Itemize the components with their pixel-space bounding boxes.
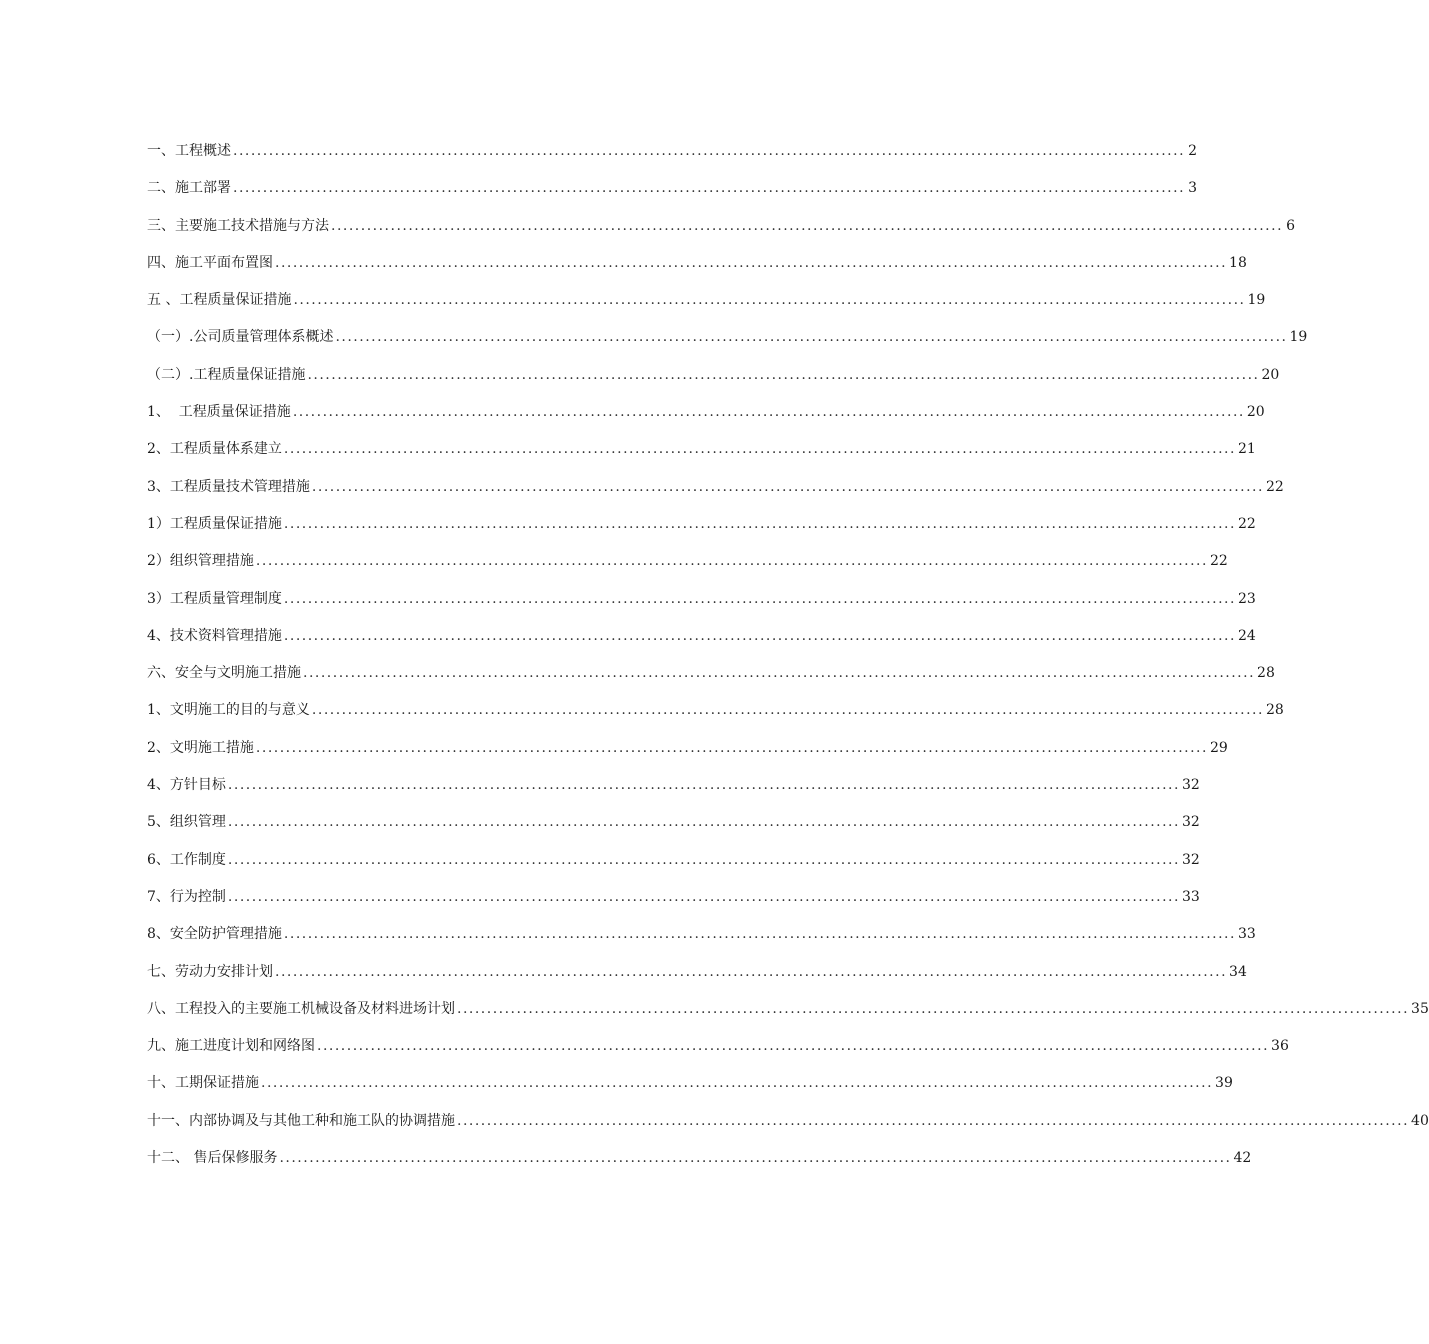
toc-leader-dots: ................................................................................................................................................................ bbox=[283, 627, 1236, 644]
toc-leader-dots: ................................................................................................................................................................ bbox=[457, 1000, 1410, 1017]
toc-entry[interactable] bbox=[147, 364, 1280, 401]
toc-entry[interactable] bbox=[147, 438, 1256, 475]
toc-entry-title: 4、技术资料管理措施 bbox=[147, 627, 282, 644]
toc-leader-dots: ................................................................................................................................................................ bbox=[227, 851, 1180, 868]
toc-entry-title: 三、主要施工技术措施与方法 bbox=[147, 217, 329, 234]
toc-entry-title: 3、工程质量技术管理措施 bbox=[147, 478, 310, 495]
toc-entry-title: 八、工程投入的主要施工机械设备及材料进场计划 bbox=[147, 1000, 455, 1017]
toc-entry[interactable] bbox=[147, 1110, 1429, 1147]
toc-entry[interactable] bbox=[147, 923, 1256, 960]
toc-leader-dots: ................................................................................................................................................................ bbox=[233, 180, 1186, 197]
toc-entry-title: （一）.公司质量管理体系概述 bbox=[147, 329, 334, 346]
toc-entry[interactable] bbox=[147, 998, 1429, 1035]
toc-leader-dots: ................................................................................................................................................................ bbox=[275, 963, 1228, 980]
toc-entry[interactable] bbox=[147, 886, 1200, 923]
toc-entry-title: 1）工程质量保证措施 bbox=[147, 515, 282, 532]
toc-leader-dots: ................................................................................................................................................................ bbox=[279, 1150, 1232, 1167]
toc-leader-dots: ................................................................................................................................................................ bbox=[317, 1038, 1270, 1055]
toc-entry[interactable] bbox=[147, 401, 1265, 438]
toc-entry-page-number: 39 bbox=[1215, 1075, 1233, 1092]
toc-entry-title: 3）工程质量管理制度 bbox=[147, 590, 282, 607]
toc-entry-title: 6、工作制度 bbox=[147, 851, 226, 868]
toc-entry-title: 六、安全与文明施工措施 bbox=[147, 665, 301, 682]
toc-leader-dots: ................................................................................................................................................................ bbox=[261, 1075, 1214, 1092]
toc-entry[interactable] bbox=[147, 811, 1200, 848]
toc-leader-dots: ................................................................................................................................................................ bbox=[335, 329, 1288, 346]
toc-entry-page-number: 18 bbox=[1229, 254, 1247, 271]
toc-entry-title: 九、施工进度计划和网络图 bbox=[147, 1038, 315, 1055]
toc-leader-dots: ................................................................................................................................................................ bbox=[307, 366, 1260, 383]
table-of-contents bbox=[147, 140, 1429, 1184]
toc-entry-title: 4、方针目标 bbox=[147, 777, 226, 794]
toc-entry-page-number: 33 bbox=[1237, 926, 1256, 943]
toc-entry[interactable] bbox=[147, 849, 1200, 886]
toc-leader-dots: ................................................................................................................................................................ bbox=[227, 814, 1180, 831]
toc-entry-title: 2、文明施工措施 bbox=[147, 739, 254, 756]
toc-entry-title: 7、行为控制 bbox=[147, 888, 226, 905]
toc-entry-page-number: 34 bbox=[1229, 963, 1247, 980]
toc-entry-page-number: 22 bbox=[1265, 478, 1284, 495]
toc-entry-page-number: 6 bbox=[1286, 217, 1296, 234]
toc-leader-dots: ................................................................................................................................................................ bbox=[283, 441, 1236, 458]
toc-entry-page-number: 36 bbox=[1271, 1038, 1289, 1055]
toc-entry-title: 十、工期保证措施 bbox=[147, 1075, 259, 1092]
toc-entry-page-number: 33 bbox=[1181, 888, 1200, 905]
toc-entry[interactable] bbox=[147, 140, 1198, 177]
toc-entry-page-number: 23 bbox=[1237, 590, 1256, 607]
toc-entry[interactable] bbox=[147, 476, 1284, 513]
toc-entry-page-number: 19 bbox=[1247, 292, 1266, 309]
toc-entry[interactable] bbox=[147, 1147, 1252, 1184]
toc-entry[interactable] bbox=[147, 625, 1256, 662]
toc-entry-title: 2）组织管理措施 bbox=[147, 553, 254, 570]
toc-entry-title: 七、劳动力安排计划 bbox=[147, 963, 273, 980]
toc-entry-title: 二、施工部署 bbox=[147, 180, 231, 197]
toc-entry-page-number: 24 bbox=[1237, 627, 1256, 644]
toc-entry[interactable] bbox=[147, 252, 1247, 289]
toc-entry[interactable] bbox=[147, 774, 1200, 811]
toc-entry[interactable] bbox=[147, 215, 1296, 252]
toc-entry-title: 四、施工平面布置图 bbox=[147, 254, 273, 271]
toc-leader-dots: ................................................................................................................................................................ bbox=[293, 292, 1246, 309]
toc-entry[interactable] bbox=[147, 326, 1308, 363]
toc-entry-page-number: 32 bbox=[1181, 851, 1200, 868]
toc-entry-page-number: 32 bbox=[1181, 777, 1200, 794]
toc-entry-title: 2、工程质量体系建立 bbox=[147, 441, 282, 458]
toc-entry-page-number: 20 bbox=[1246, 404, 1265, 421]
toc-leader-dots: ................................................................................................................................................................ bbox=[227, 777, 1180, 794]
toc-leader-dots: ................................................................................................................................................................ bbox=[255, 553, 1208, 570]
toc-entry-page-number: 3 bbox=[1188, 180, 1198, 197]
toc-entry-page-number: 21 bbox=[1237, 441, 1256, 458]
toc-leader-dots: ................................................................................................................................................................ bbox=[292, 404, 1245, 421]
toc-leader-dots: ................................................................................................................................................................ bbox=[227, 888, 1180, 905]
toc-entry[interactable] bbox=[147, 513, 1256, 550]
toc-entry-page-number: 2 bbox=[1188, 143, 1198, 159]
toc-entry-page-number: 40 bbox=[1411, 1112, 1429, 1129]
toc-leader-dots: ................................................................................................................................................................ bbox=[303, 665, 1256, 682]
toc-entry-page-number: 22 bbox=[1209, 553, 1228, 570]
toc-entry[interactable] bbox=[147, 550, 1228, 587]
toc-entry-title: 1、文明施工的目的与意义 bbox=[147, 702, 310, 719]
toc-entry[interactable] bbox=[147, 699, 1284, 736]
toc-entry-page-number: 42 bbox=[1233, 1150, 1252, 1167]
toc-entry-page-number: 19 bbox=[1289, 329, 1308, 346]
toc-entry-title: 5、组织管理 bbox=[147, 814, 226, 831]
toc-leader-dots: ................................................................................................................................................................ bbox=[283, 590, 1236, 607]
toc-entry-title: 1、 工程质量保证措施 bbox=[147, 404, 291, 421]
toc-entry-title: （二）.工程质量保证措施 bbox=[147, 366, 306, 383]
toc-entry-page-number: 35 bbox=[1411, 1000, 1429, 1017]
toc-entry-title: 十二、 售后保修服务 bbox=[147, 1150, 278, 1167]
toc-entry-page-number: 28 bbox=[1257, 665, 1275, 682]
toc-entry-title: 十一、内部协调及与其他工种和施工队的协调措施 bbox=[147, 1112, 455, 1129]
toc-entry-title: 五 、工程质量保证措施 bbox=[147, 292, 292, 309]
toc-entry[interactable] bbox=[147, 1072, 1233, 1109]
toc-entry-title: 一、工程概述 bbox=[147, 143, 231, 159]
toc-entry-page-number: 32 bbox=[1181, 814, 1200, 831]
toc-entry[interactable] bbox=[147, 1035, 1289, 1072]
toc-entry[interactable] bbox=[147, 177, 1198, 214]
toc-entry[interactable] bbox=[147, 662, 1275, 699]
toc-entry[interactable] bbox=[147, 961, 1247, 998]
toc-leader-dots: ................................................................................................................................................................ bbox=[311, 478, 1264, 495]
toc-entry-page-number: 20 bbox=[1261, 366, 1280, 383]
toc-leader-dots: ................................................................................................................................................................ bbox=[457, 1112, 1410, 1129]
toc-leader-dots: ................................................................................................................................................................ bbox=[255, 739, 1208, 756]
toc-entry-page-number: 22 bbox=[1237, 515, 1256, 532]
toc-leader-dots: ................................................................................................................................................................ bbox=[275, 254, 1228, 271]
toc-leader-dots: ................................................................................................................................................................ bbox=[283, 515, 1236, 532]
toc-entry-page-number: 29 bbox=[1209, 739, 1228, 756]
toc-entry[interactable] bbox=[147, 737, 1228, 774]
toc-leader-dots: ................................................................................................................................................................ bbox=[283, 926, 1236, 943]
toc-entry-page-number: 28 bbox=[1265, 702, 1284, 719]
toc-leader-dots: ................................................................................................................................................................ bbox=[233, 143, 1186, 159]
toc-leader-dots: ................................................................................................................................................................ bbox=[331, 217, 1284, 234]
toc-entry[interactable] bbox=[147, 289, 1266, 326]
toc-entry-title: 8、安全防护管理措施 bbox=[147, 926, 282, 943]
toc-entry[interactable] bbox=[147, 588, 1256, 625]
toc-leader-dots: ................................................................................................................................................................ bbox=[311, 702, 1264, 719]
